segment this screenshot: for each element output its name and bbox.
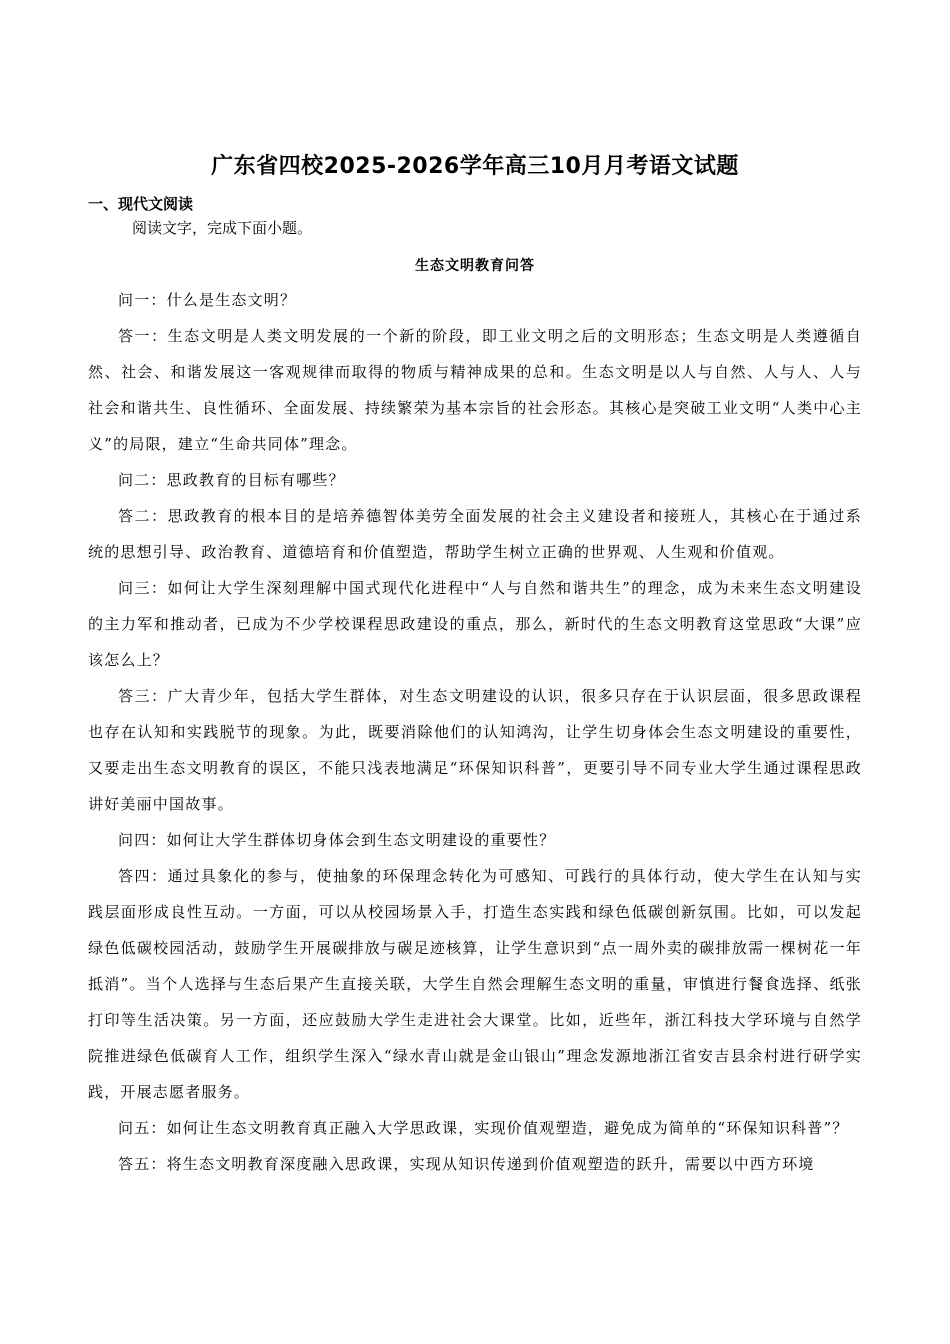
question-3: 问三：如何让大学生深刻理解中国式现代化进程中“人与自然和谐共生”的理念，成为未来生态文明建设的主力军和推动者，已成为不少学校课程思政建设的重点，那么，新时代的生态文明教育这堂思政“大课”应该怎么上？ — [88, 579, 862, 669]
answer-2: 答二：思政教育的根本目的是培养德智体美劳全面发展的社会主义建设者和接班人，其核心在于通过系统的思想引导、政治教育、道德培育和价值塑造，帮助学生树立正确的世界观、人生观和价值观。 — [88, 507, 862, 561]
question-5: 问五：如何让生态文明教育真正融入大学思政课，实现价值观塑造，避免成为简单的“环保知识科普”？ — [118, 1119, 849, 1137]
question-1: 问一：什么是生态文明？ — [118, 291, 297, 309]
document-title: 广东省四校2025-2026学年高三10月月考语文试题 — [211, 154, 739, 179]
article-title: 生态文明教育问答 — [415, 258, 535, 274]
answer-3: 答三：广大青少年，包括大学生群体，对生态文明建设的认识，很多只存在于认识层面，很多思政课程也存在认知和实践脱节的现象。为此，既要消除他们的认知鸿沟，让学生切身体会生态文明建设的重要性，又要走出生态文明教育的误区，不能只浅表地满足“环保知识科普”，更要引导不同专业大学生通过课程思政讲好美丽中国故事。 — [88, 687, 862, 813]
answer-1: 答一：生态文明是人类文明发展的一个新的阶段，即工业文明之后的文明形态；生态文明是人类遵循自然、社会、和谐发展这一客观规律而取得的物质与精神成果的总和。生态文明是以人与自然、人与人、人与社会和谐共生、良性循环、全面发展、持续繁荣为基本宗旨的社会形态。其核心是突破工业文明“人类中心主义”的局限，建立“生命共同体”理念。 — [88, 327, 862, 453]
answer-5: 答五：将生态文明教育深度融入思政课，实现从知识传递到价值观塑造的跃升，需要以中西方环境 — [118, 1155, 815, 1173]
question-2: 问二：思政教育的目标有哪些？ — [118, 471, 345, 489]
section-heading: 一、现代文阅读 — [88, 195, 194, 213]
question-4: 问四：如何让大学生群体切身体会到生态文明建设的重要性？ — [118, 831, 556, 849]
answer-4: 答四：通过具象化的参与，使抽象的环保理念转化为可感知、可践行的具体行动，使大学生在认知与实践层面形成良性互动。一方面，可以从校园场景入手，打造生态实践和绿色低碳创新氛围。比如，可以发起绿色低碳校园活动，鼓励学生开展碳排放与碳足迹核算，让学生意识到“点一周外卖的碳排放需一棵树花一年抵消”。当个人选择与生态后果产生直接关联，大学生自然会理解生态文明的重量，审慎进行餐食选择、纸张打印等生活决策。另一方面，还应鼓励大学生走进社会大课堂。比如，近些年，浙江科技大学环境与自然学院推进绿色低碳育人工作，组织学生深入“绿水青山就是金山银山”理念发源地浙江省安吉县余村进行研学实践，开展志愿者服务。 — [88, 867, 862, 1101]
reading-instruction: 阅读文字，完成下面小题。 — [132, 219, 313, 237]
article-body — [88, 282, 862, 1182]
